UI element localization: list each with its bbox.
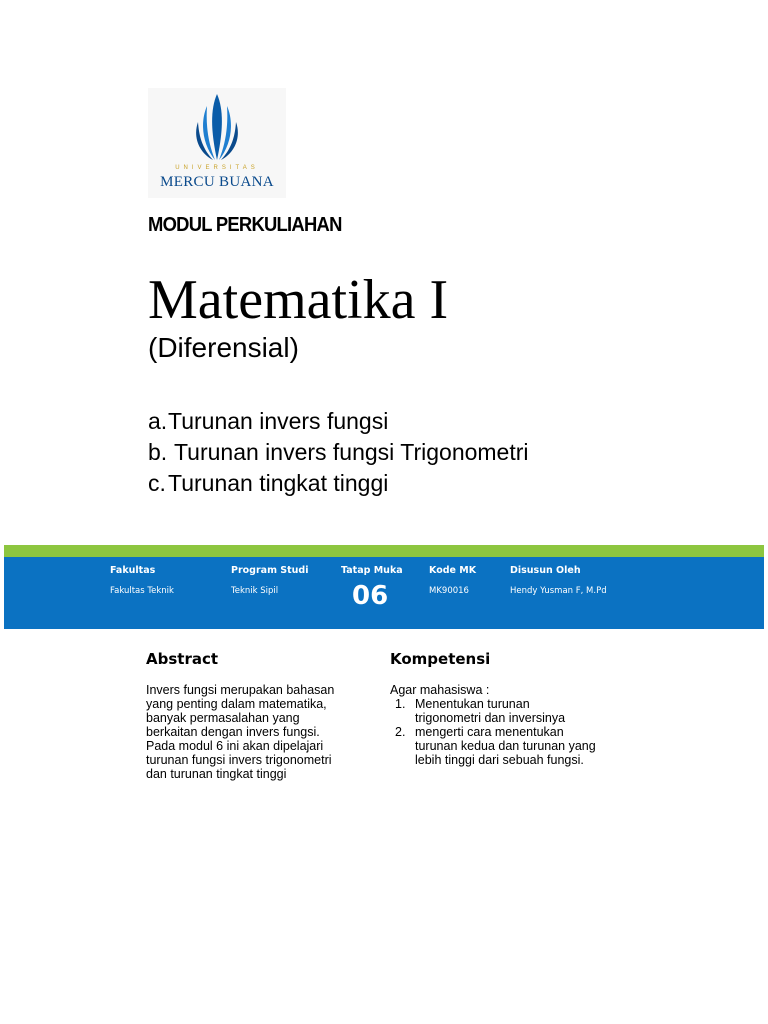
topic-letter: c. [148,470,166,496]
flame-logo-icon [190,92,244,164]
abstract-body [146,683,376,781]
tatap-muka-value: 06 [352,581,389,611]
kompetensi-line: mengerti cara menentukan [415,725,564,739]
topic-text: Turunan tingkat tinggi [168,470,389,496]
kode-mk-value: MK90016 [429,586,469,596]
kompetensi-line: lebih tinggi dari sebuah fungsi. [415,753,584,767]
kompetensi-item [395,697,635,725]
topic-text: Turunan invers fungsi Trigonometri [168,439,529,465]
kompetensi-intro: Agar mahasiswa : [390,683,490,697]
kompetensi-line: turunan kedua dan turunan yang [415,739,596,753]
disusun-oleh-value: Hendy Yusman F, M.Pd [510,586,607,596]
kompetensi-item [395,725,635,767]
kompetensi-number: 2. [395,725,406,739]
kompetensi-list [395,697,635,767]
kompetensi-line: Menentukan turunan [415,697,530,711]
fakultas-value: Fakultas Teknik [110,586,174,596]
topic-item [148,406,529,437]
abstract-line: banyak permasalahan yang [146,711,300,725]
disusun-oleh-label: Disusun Oleh [510,565,581,576]
kode-mk-label: Kode MK [429,565,477,576]
abstract-line: yang penting dalam matematika, [146,697,327,711]
abstract-line: Pada modul 6 ini akan dipelajari [146,739,324,753]
topic-list [148,406,529,499]
topic-item [148,468,529,499]
topic-item [148,437,529,468]
abstract-line: Invers fungsi merupakan bahasan [146,683,335,697]
prodi-value: Teknik Sipil [231,586,279,596]
kompetensi-number: 1. [395,697,406,711]
topic-letter: a. [148,408,168,434]
logo-name: MERCU BUANA [160,174,274,190]
abstract-heading: Abstract [146,650,219,668]
fakultas-label: Fakultas [110,565,156,576]
abstract-line: berkaitan dengan invers fungsi. [146,725,320,739]
modul-label: MODUL PERKULIAHAN [148,214,342,236]
abstract-line: turunan fungsi invers trigonometri [146,753,332,767]
logo-subtitle: UNIVERSITAS [175,165,259,171]
green-divider-bar [4,545,764,557]
page-title: Matematika I [148,269,449,331]
tatap-muka-label: Tatap Muka [341,565,403,576]
kompetensi-line: trigonometri dan inversinya [415,711,566,725]
university-logo [148,88,286,198]
topic-text: Turunan invers fungsi [168,408,389,434]
page-subtitle: (Diferensial) [148,332,299,363]
abstract-line: dan turunan tingkat tinggi [146,767,287,781]
topic-letter: b. [148,439,168,465]
prodi-label: Program Studi [231,565,309,576]
course-info-band [4,557,764,629]
kompetensi-heading: Kompetensi [390,650,491,668]
